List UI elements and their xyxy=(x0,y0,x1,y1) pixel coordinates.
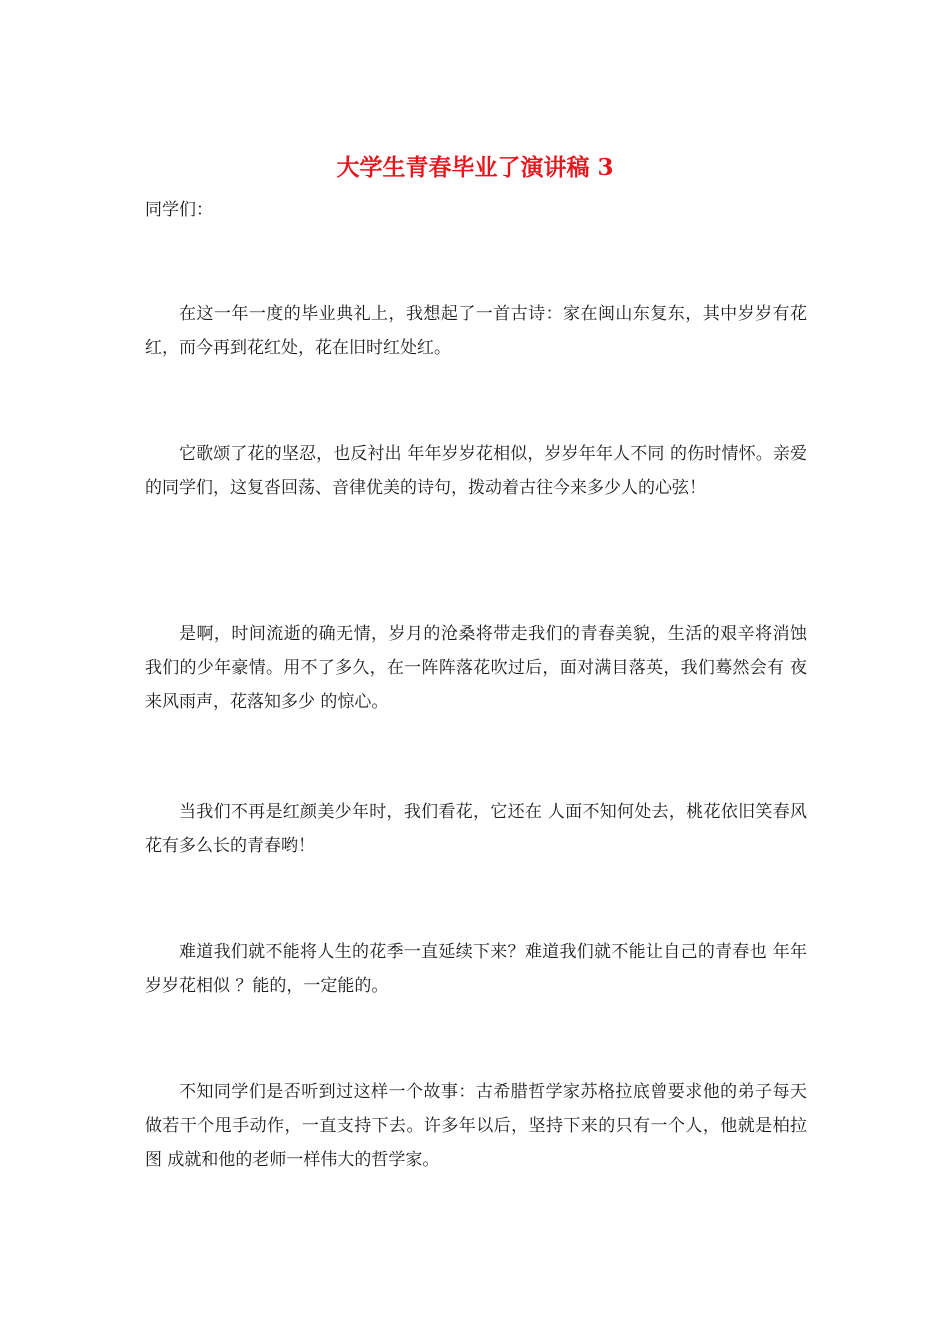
paragraph: 在这一年一度的毕业典礼上，我想起了一首古诗：家在闽山东复东，其中岁岁有花红，而今再到花红处，花在旧时红处红。 xyxy=(145,304,807,358)
paragraph: 难道我们就不能将人生的花季一直延续下来？难道我们就不能让自己的青春也 年年岁岁花相似 ？能的，一定能的。 xyxy=(145,942,807,996)
paragraph: 它歌颂了花的坚忍，也反衬出 年年岁岁花相似，岁岁年年人不同 的伤时情怀。亲爱的同学们，这复沓回荡、音律优美的诗句，拨动着古往今来多少人的心弦！ xyxy=(145,444,807,498)
paragraph: 不知同学们是否听到过这样一个故事：古希腊哲学家苏格拉底曾要求他的弟子每天做若干个甩手动作，一直支持下去。许多年以后，坚持下来的只有一个人，他就是柏拉图 成就和他的老师一样伟大的哲学家。 xyxy=(145,1082,807,1170)
salutation: 同学们： xyxy=(145,200,213,220)
page-title: 大学生青春毕业了演讲稿 3 xyxy=(336,154,614,181)
paragraph: 当我们不再是红颜美少年时，我们看花，它还在 人面不知何处去，桃花依旧笑春风 花有多么长的青春哟！ xyxy=(145,802,807,856)
paragraph: 是啊，时间流逝的确无情，岁月的沧桑将带走我们的青春美貌，生活的艰辛将消蚀我们的少年豪情。用不了多久，在一阵阵落花吹过后，面对满目落英，我们蓦然会有 夜来风雨声，花落知多少 的惊心。 xyxy=(145,624,807,712)
